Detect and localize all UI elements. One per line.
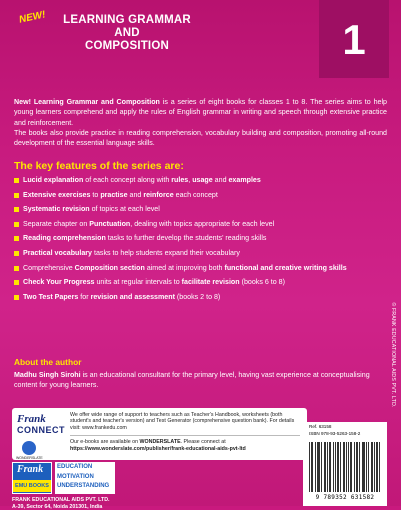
title-line-1: LEARNING GRAMMAR bbox=[63, 14, 191, 26]
feature-item bbox=[14, 220, 389, 229]
barcode-isbn: ISBN 978-93-5263-158-2 bbox=[309, 431, 361, 436]
feature-text: and bbox=[127, 190, 144, 199]
feature-text: Reading comprehension bbox=[23, 234, 106, 243]
barcode-bar bbox=[321, 442, 322, 492]
barcode-bar bbox=[368, 442, 369, 492]
feature-text: for bbox=[78, 292, 91, 301]
about-text bbox=[14, 371, 384, 390]
ws-lead: Our e-books are available on bbox=[70, 439, 140, 445]
feature-text: revision and assessment bbox=[90, 292, 175, 301]
volume-box bbox=[319, 0, 389, 78]
motto-education: EDUCATION bbox=[57, 464, 93, 470]
author-name: Madhu Singh Sirohi bbox=[14, 371, 81, 379]
feature-text: tasks to help students expand their vocabulary bbox=[92, 248, 240, 257]
barcode-bar bbox=[376, 442, 377, 492]
title-line-2: AND bbox=[114, 27, 140, 39]
barcode-bar bbox=[317, 442, 318, 492]
feature-text: , dealing with topics appropriate for each level bbox=[130, 219, 275, 228]
feature-text: Two Test Papers bbox=[23, 292, 79, 301]
connect-logo-connect: CONNECT bbox=[17, 425, 65, 435]
feature-text: Extensive exercises bbox=[23, 190, 91, 199]
connect-description: We offer wide range of support to teachers such as Teacher's Handbook, worksheets (both student's and teacher's version) and Test Generator (comprehensive question bank). For details visit: www.frankedu.com bbox=[70, 412, 295, 431]
intro-paragraph-1 bbox=[14, 97, 387, 128]
connect-logo-frank: Frank bbox=[17, 413, 46, 425]
barcode-bar bbox=[374, 442, 375, 492]
feature-text: facilitate revision bbox=[181, 278, 240, 287]
barcode-bar bbox=[333, 442, 334, 492]
connect-divider bbox=[70, 435, 300, 436]
features-list bbox=[14, 176, 389, 307]
title-line-3: COMPOSITION bbox=[85, 40, 169, 52]
barcode-bar bbox=[377, 442, 378, 492]
barcode-bar bbox=[359, 442, 360, 492]
barcode-bar bbox=[343, 442, 344, 492]
barcode-bar bbox=[338, 442, 339, 492]
feature-text: functional and creative writing skills bbox=[224, 263, 347, 272]
intro-text-1: is a series of eight books for classes 1 to 8. The series aims to help young learners comprehend and apply the rules of English grammar in writing and speech through extensive practice and reinforcement. bbox=[14, 98, 387, 127]
bullet-icon bbox=[14, 266, 19, 271]
bullet-icon bbox=[14, 193, 19, 198]
barcode-bar bbox=[372, 442, 373, 492]
bullet-icon bbox=[14, 222, 19, 227]
intro-paragraph-2: The books also provide practice in reading comprehension, vocabulary building and composition, promoting all-round development of the essential language skills. bbox=[14, 128, 387, 148]
barcode-bar bbox=[324, 442, 325, 492]
intro-text bbox=[14, 97, 387, 148]
barcode-bar bbox=[337, 442, 338, 492]
feature-item bbox=[14, 278, 389, 287]
feature-text: aimed at improving both bbox=[144, 263, 225, 272]
barcode-bar bbox=[327, 442, 328, 492]
motto-motivation: MOTIVATION bbox=[57, 473, 94, 480]
feature-text: examples bbox=[228, 176, 261, 184]
feature-text: of each concept along with bbox=[83, 176, 172, 184]
feature-item bbox=[14, 205, 389, 214]
barcode-bar bbox=[311, 442, 312, 492]
barcode-bar bbox=[344, 442, 345, 492]
new-badge: NEW! bbox=[18, 9, 47, 26]
feature-text: and bbox=[212, 176, 229, 184]
barcode-bar bbox=[335, 442, 336, 492]
bullet-icon bbox=[14, 251, 19, 256]
ws-tail: . Please connect at bbox=[180, 439, 226, 445]
feature-item bbox=[14, 191, 389, 200]
bullet-icon bbox=[14, 207, 19, 212]
copyright-text: © FRANK EDUCATIONAL AIDS PVT. LTD. bbox=[390, 302, 396, 408]
feature-item bbox=[14, 234, 389, 243]
barcode-bar bbox=[330, 442, 331, 492]
barcode-bar bbox=[312, 442, 313, 492]
wonderslate-icon bbox=[22, 441, 36, 455]
feature-text: (books 6 to 8) bbox=[239, 278, 285, 287]
feature-item bbox=[14, 293, 389, 302]
feature-item bbox=[14, 264, 389, 273]
barcode-bar bbox=[329, 442, 330, 492]
barcode-bar bbox=[309, 442, 310, 492]
publisher-address: A-39, Sector 64, Noida 201301, India bbox=[12, 503, 103, 510]
feature-text: usage bbox=[192, 176, 213, 184]
bullet-icon bbox=[14, 236, 19, 241]
barcode-bar bbox=[318, 442, 319, 492]
publisher-block bbox=[12, 462, 110, 510]
feature-text: of topics at each level bbox=[89, 205, 160, 214]
bullet-icon bbox=[14, 295, 19, 300]
barcode-bar bbox=[319, 442, 320, 492]
barcode-bar bbox=[357, 442, 358, 492]
barcode-bar bbox=[354, 442, 355, 492]
feature-text: Comprehensive bbox=[23, 263, 75, 272]
feature-text: reinforce bbox=[143, 190, 174, 199]
barcode-bar bbox=[371, 442, 372, 492]
barcode-bar bbox=[379, 442, 380, 492]
barcode-bar bbox=[356, 442, 357, 492]
barcode-digits: 9 789352 631582 bbox=[315, 494, 375, 501]
barcode-bar bbox=[362, 442, 363, 492]
feature-text: , bbox=[188, 176, 193, 184]
barcode-box bbox=[303, 422, 387, 506]
features-heading: The key features of the series are: bbox=[14, 160, 184, 172]
feature-text: (books 2 to 8) bbox=[174, 292, 221, 301]
bullet-icon bbox=[14, 178, 19, 183]
barcode-bar bbox=[325, 442, 326, 492]
feature-text: rules bbox=[171, 176, 189, 184]
pub-logo-frank: Frank bbox=[17, 464, 44, 475]
barcode-bar bbox=[364, 442, 365, 492]
feature-text: Punctuation bbox=[89, 219, 131, 228]
feature-text: Lucid explanation bbox=[23, 176, 84, 184]
pub-logo-emu: EMU BOOKS bbox=[13, 480, 51, 492]
barcode-ref: Ref. 63158 bbox=[309, 424, 332, 429]
frank-connect-box bbox=[12, 408, 307, 460]
barcode-bar bbox=[366, 442, 367, 492]
barcode-bars bbox=[309, 442, 381, 492]
publisher-motto bbox=[55, 462, 115, 494]
barcode-bar bbox=[315, 442, 316, 492]
publisher-name-address bbox=[12, 497, 132, 510]
barcode-bar bbox=[340, 442, 341, 492]
feature-text: each concept bbox=[173, 190, 218, 199]
wonderslate-text bbox=[70, 439, 302, 452]
barcode-bar bbox=[350, 442, 351, 492]
ws-brand: WONDERSLATE bbox=[139, 439, 181, 445]
feature-item bbox=[14, 176, 389, 185]
wonderslate-label: WONDERSLATE bbox=[16, 456, 43, 460]
publisher-name: FRANK EDUCATIONAL AIDS PVT. LTD. bbox=[12, 497, 110, 503]
feature-text: Check Your Progress bbox=[23, 278, 95, 287]
motto-understanding: UNDERSTANDING bbox=[57, 483, 110, 490]
feature-text: Separate chapter on bbox=[23, 219, 90, 228]
author-bio: is an educational consultant for the primary level, having vast experience at conceptualising content for young learners. bbox=[14, 371, 370, 389]
feature-text: Composition section bbox=[74, 263, 145, 272]
feature-text: tasks to further develop the students' reading skills bbox=[105, 234, 267, 243]
feature-text: practise bbox=[100, 190, 128, 199]
barcode-bar bbox=[348, 442, 349, 492]
barcode-bar bbox=[346, 442, 347, 492]
publisher-logo bbox=[12, 462, 52, 494]
barcode-bar bbox=[363, 442, 364, 492]
feature-text: Practical vocabulary bbox=[23, 248, 93, 257]
feature-text: units at regular intervals to bbox=[94, 278, 182, 287]
volume-number: 1 bbox=[342, 16, 366, 63]
intro-bold-lead: New! Learning Grammar and Composition bbox=[14, 98, 160, 106]
bullet-icon bbox=[14, 280, 19, 285]
feature-text: to bbox=[90, 190, 101, 199]
about-heading: About the author bbox=[14, 357, 82, 367]
barcode-bar bbox=[351, 442, 352, 492]
copyright-spine bbox=[388, 300, 398, 410]
feature-text: Systematic revision bbox=[23, 205, 90, 214]
series-title bbox=[18, 9, 227, 53]
feature-item bbox=[14, 249, 389, 258]
ws-url-link[interactable]: https://www.wonderslate.com/publisher/frank-educational-aids-pvt-ltd bbox=[70, 445, 246, 452]
